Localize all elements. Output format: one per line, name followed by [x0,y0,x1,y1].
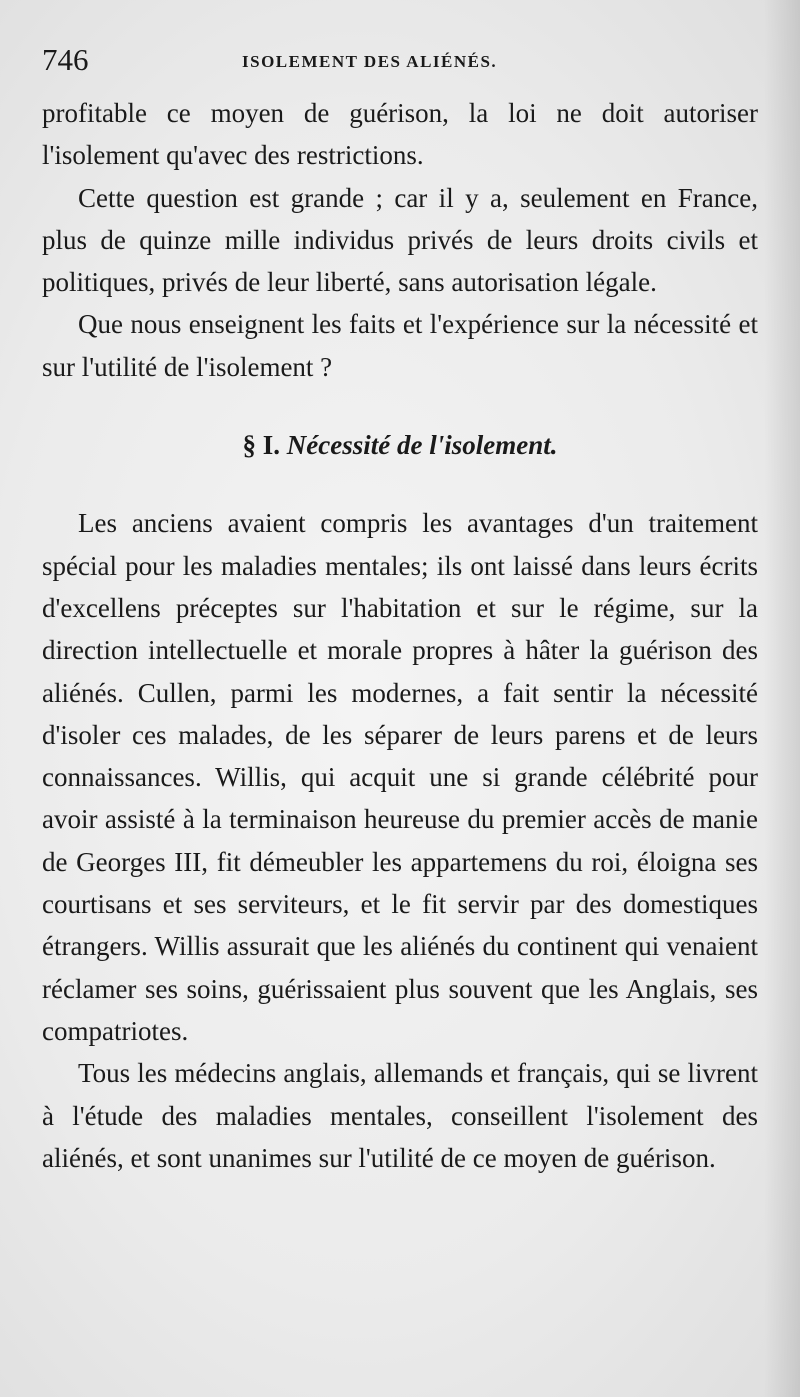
page-edge-shadow [764,0,800,1397]
paragraph: Que nous enseignent les faits et l'expérience sur la nécessité et sur l'utilité de l'isolement ? [42,309,758,382]
running-head: ISOLEMENT DES ALIÉNÉS. [242,52,498,71]
paragraph: Cette question est grande ; car il y a, seulement en France, plus de quinze mille individus privés de leurs droits civils et politiques, privés de leur liberté, sans autorisation légale. [42,182,758,298]
paragraph: Tous les médecins anglais, allemands et français, qui se livrent à l'étude des maladies mentales, conseillent l'isolement des aliénés, et sont unanimes sur l'utilité de ce moyen de guérison. [42,1058,758,1173]
body-text [42,92,758,1179]
paragraph-continuation: profitable ce moyen de guérison, la loi ne doit autoriser l'isolement qu'avec des restrictions. [42,98,758,171]
section-symbol: § I. [242,430,281,461]
page-number: 746 [42,42,89,77]
paragraph: Les anciens avaient compris les avantages d'un traitement spécial pour les maladies mentales; ils ont laissé dans leurs écrits d'excellens préceptes sur l'habitation et sur le régime, sur la direction intellectuelle et morale propres à hâter la guérison des aliénés. Cullen, parmi les modernes, a fait sentir la nécessité d'isoler ces malades, de les séparer de leurs parens et de leurs connaissances. Willis, qui acquit une si grande célébrité pour avoir assisté à la terminaison heureuse du premier accès de manie de Georges III, fit démeubler les appartemens du roi, éloigna ses courtisans et ses serviteurs, et le fit servir par des domestiques étrangers. Willis assurait que les aliénés du continent qui venaient réclamer ses soins, guérissaient plus souvent que les Anglais, ses compatriotes. [42,508,758,1046]
section-title: Nécessité de l'isolement. [286,430,558,461]
section-heading [42,424,758,466]
page-header [42,42,760,82]
